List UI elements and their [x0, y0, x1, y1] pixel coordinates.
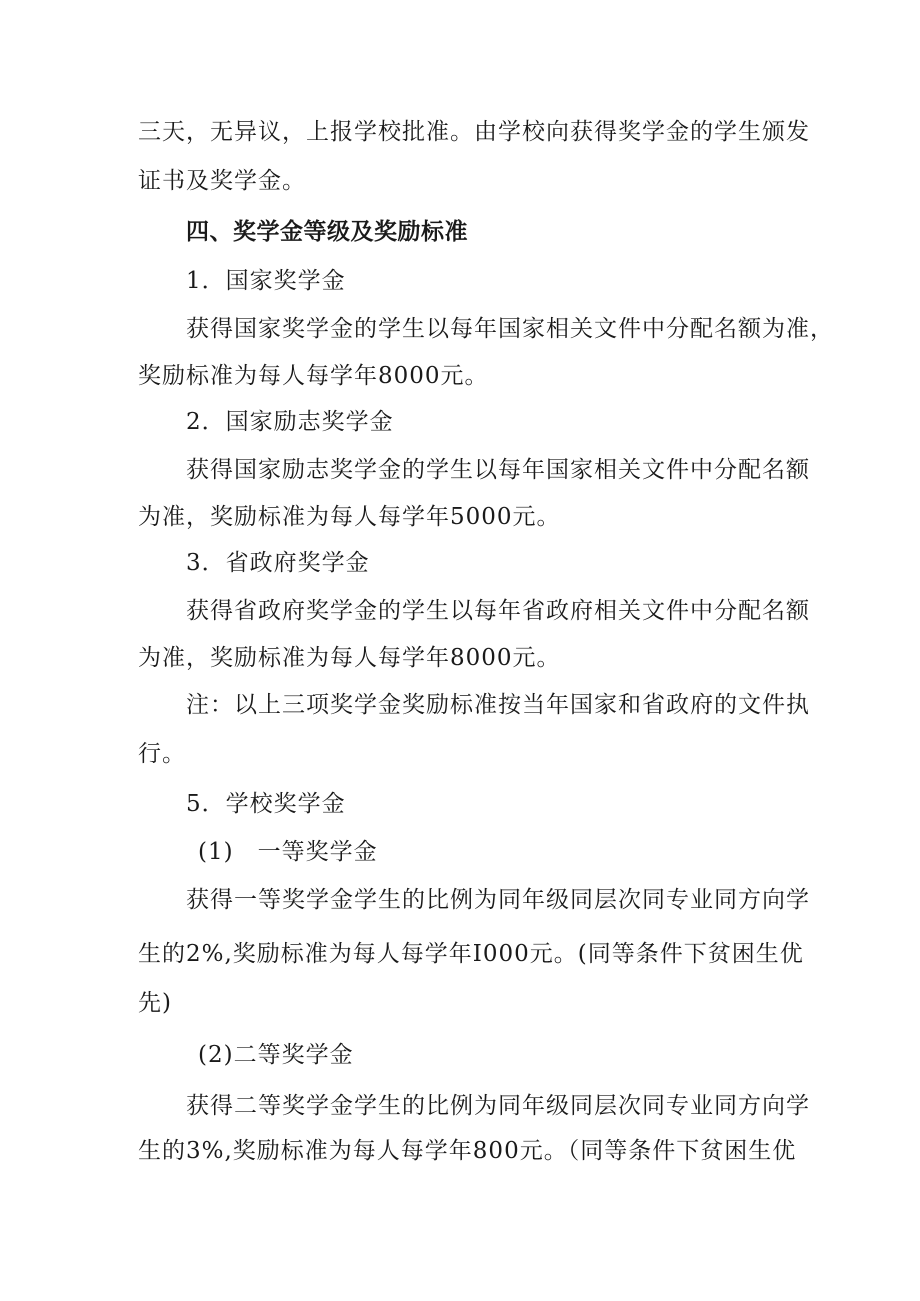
paragraph-line: 生的3%,奖励标准为每人每学年800元。（同等条件下贫困生优: [138, 1138, 797, 1164]
sub-item-title: (1) 一等奖学金: [198, 839, 378, 865]
subsection-title: 1．国家奖学金: [186, 268, 346, 294]
paragraph-line: 为准，奖励标准为每人每学年8000元。: [138, 645, 561, 671]
paragraph-line: 获得国家励志奖学金的学生以每年国家相关文件中分配名额: [186, 457, 810, 483]
note-line: 注：以上三项奖学金奖励标准按当年国家和省政府的文件执: [186, 692, 810, 718]
paragraph-line: 获得国家奖学金的学生以每年国家相关文件中分配名额为准，: [186, 316, 834, 342]
paragraph-line: 获得省政府奖学金的学生以每年省政府相关文件中分配名额: [186, 598, 810, 624]
subsection-title: 2．国家励志奖学金: [186, 409, 394, 435]
note-line: 行。: [138, 741, 186, 767]
paragraph-line: 获得二等奖学金学生的比例为同年级同层次同专业同方向学: [186, 1093, 810, 1119]
section-heading: 四、奖学金等级及奖励标准: [186, 219, 468, 245]
paragraph-line: 先): [138, 990, 172, 1016]
sub-item-title: (2)二等奖学金: [198, 1042, 354, 1068]
paragraph-line: 为准，奖励标准为每人每学年5000元。: [138, 504, 561, 530]
paragraph-line: 获得一等奖学金学生的比例为同年级同层次同专业同方向学: [186, 887, 810, 913]
paragraph-line: 证书及奖学金。: [138, 168, 306, 194]
paragraph-line: 三天，无异议，上报学校批准。由学校向获得奖学金的学生颁发: [138, 119, 810, 145]
paragraph-line: 生的2%,奖励标准为每人每学年I000元。(同等条件下贫困生优: [138, 941, 804, 967]
paragraph-line: 奖励标准为每人每学年8000元。: [138, 363, 489, 389]
subsection-title: 3．省政府奖学金: [186, 550, 370, 576]
subsection-title: 5．学校奖学金: [186, 791, 346, 817]
